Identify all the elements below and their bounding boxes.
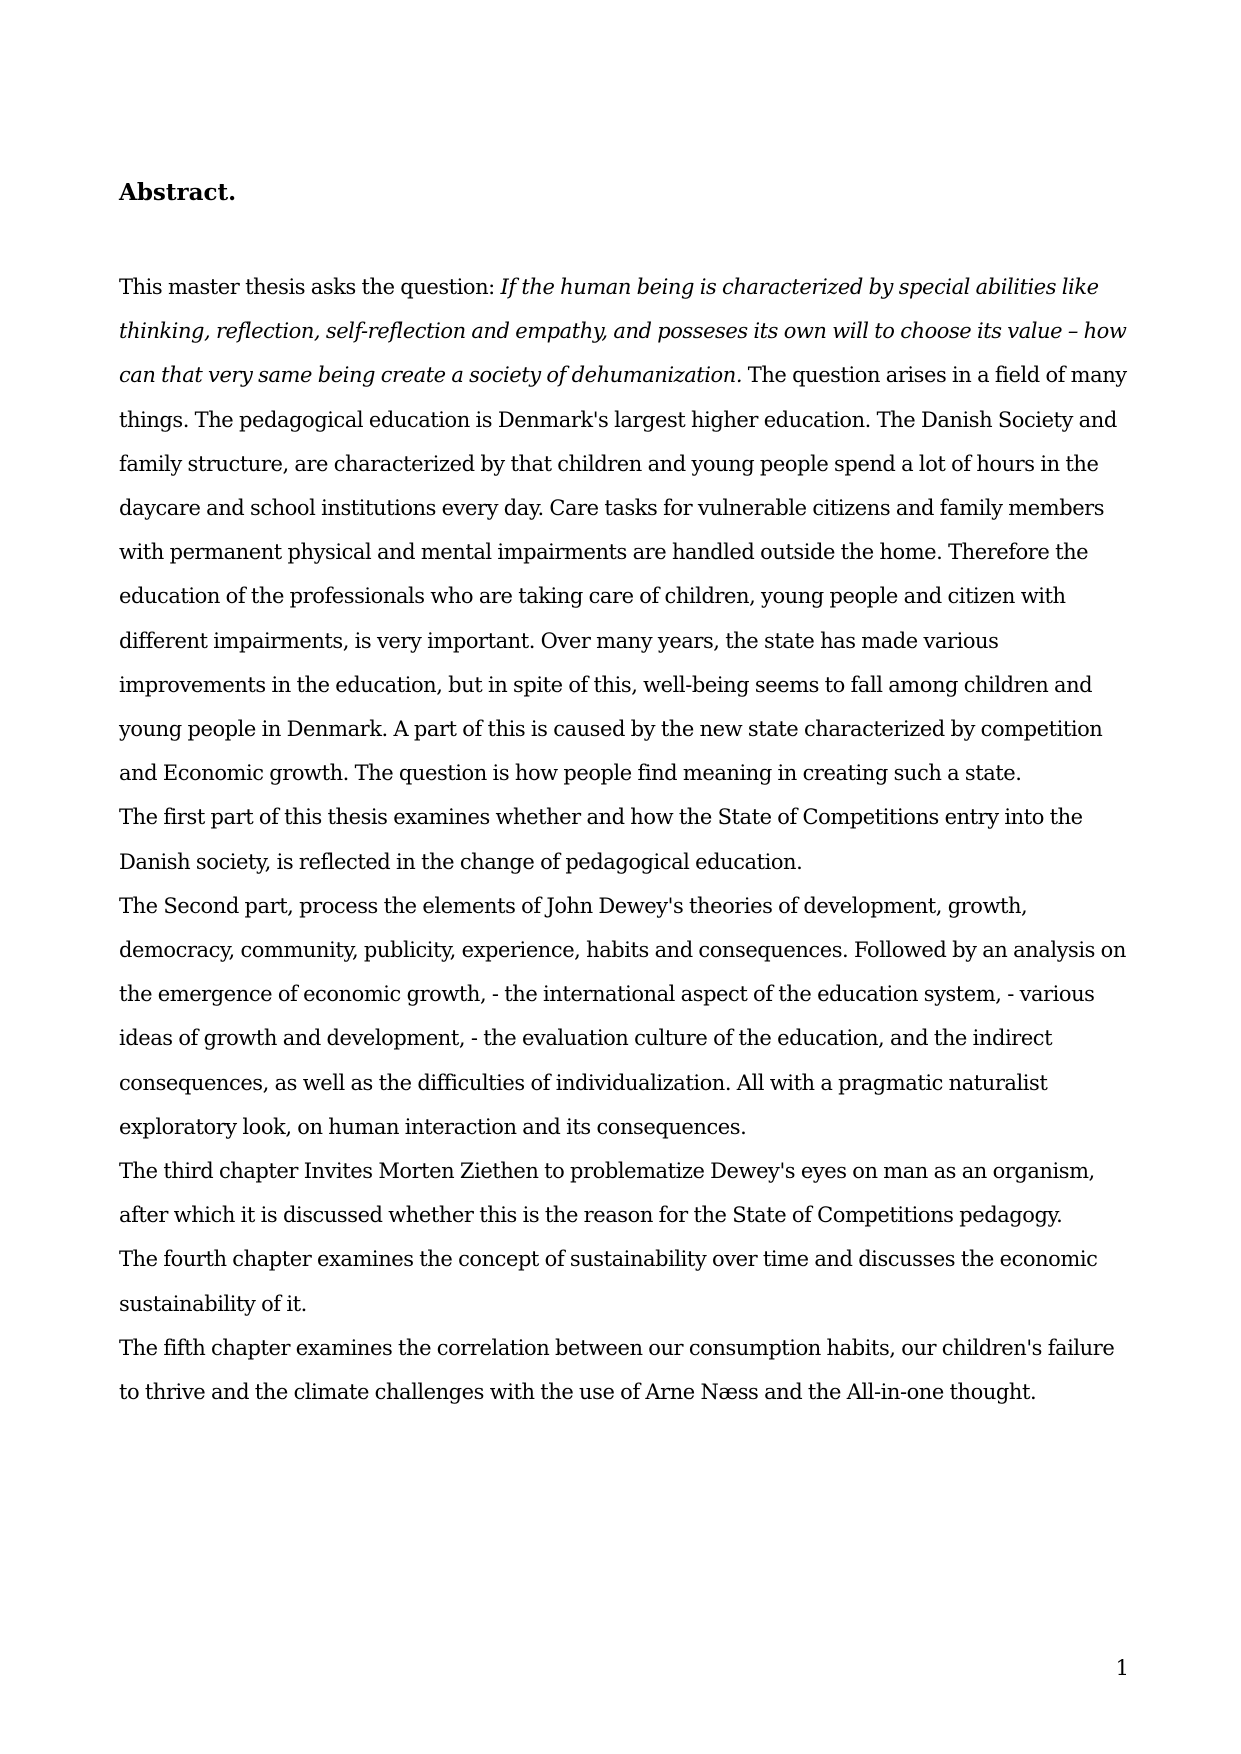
intro-paragraph bbox=[119, 265, 1129, 795]
paragraph-chapter-four: The fourth chapter examines the concept of sustainability over time and discusses the economic sustainability of it. bbox=[119, 1247, 1098, 1316]
paragraph-chapter-three: The third chapter Invites Morten Ziethen to problematize Dewey's eyes on man as an organism, after which it is discussed whether this is the reason for the State of Competitions pedagogy. bbox=[119, 1159, 1095, 1228]
paragraph-part-one: The first part of this thesis examines whether and how the State of Competitions entry into the Danish society, is reflected in the change of pedagogical education. bbox=[119, 805, 1083, 874]
paragraph-part-two: The Second part, process the elements of John Dewey's theories of development, growth, democracy, community, publicity, experience, habits and consequences. Followed by an analysis on the emergence of economic growth, - the international aspect of the education system, - various ideas of growth and development, - the evaluation culture of the education, and the indirect consequences, as well as the difficulties of individualization. All with a pragmatic naturalist exploratory look, on human interaction and its consequences. bbox=[119, 893, 1126, 1139]
paragraph-chapter-five: The fifth chapter examines the correlation between our consumption habits, our children's failure to thrive and the climate challenges with the use of Arne Næss and the All-in-one thought. bbox=[119, 1335, 1115, 1405]
abstract-heading: Abstract. bbox=[119, 179, 237, 206]
intro-lead: This master thesis asks the question: bbox=[119, 275, 501, 299]
page-number: 1 bbox=[1115, 1656, 1129, 1680]
abstract-body bbox=[119, 265, 1129, 1414]
intro-rest: The question arises in a field of many things. The pedagogical education is Denmark's largest higher education. The Danish Society and family structure, are characterized by that children and young people spend a lot of hours in the daycare and school institutions every day. Care tasks for vulnerable citizens and family members with permanent physical and mental impairments are handled outside the home. Therefore the education of the professionals who are taking care of children, young people and citizen with different impairments, is very important. Over many years, the state has made various improvements in the education, but in spite of this, well-being seems to fall among children and young people in Denmark. A part of this is caused by the new state characterized by competition and Economic growth. The question is how people find meaning in creating such a state. bbox=[119, 363, 1127, 786]
research-question: If the human being is characterized by special abilities like thinking, reflection, self-reflection and empathy, and posseses its own will to choose its value – how can that very same being create a society of dehumanization. bbox=[119, 275, 1127, 388]
